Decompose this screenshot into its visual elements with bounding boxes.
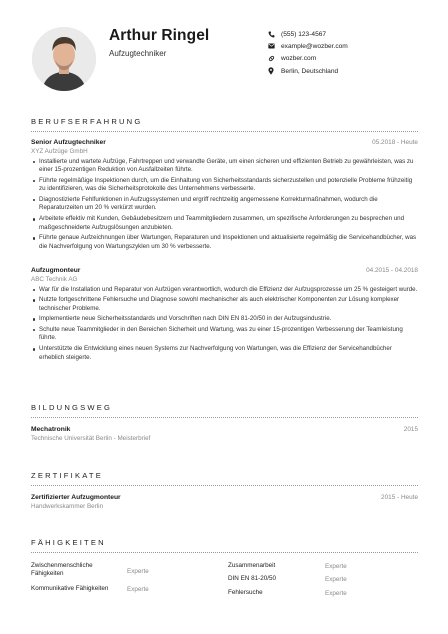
education-heading: BILDUNGSWEG [31, 403, 113, 412]
bullet-item: Nutzte fortgeschrittene Fehlersuche und Diagnose sowohl mechanischer als auch elektrischer Komponenten zur Lösung komplexer technischer Probleme. [31, 296, 418, 313]
job-date-2: 04.2015 - 04.2018 [366, 267, 418, 274]
candidate-name: Arthur Ringel [109, 27, 210, 44]
skill-name: Kommunikative Fähigkeiten [31, 585, 109, 592]
job-bullets-1 [31, 158, 418, 252]
bullet-item: Führte genaue Aufzeichnungen über Wartungen, Reparaturen und Inspektionen und aktualisierte regelmäßig die Servicehandbücher, was die Nachverfolgung von Wartungszyklen um 30 % verbesserte. [31, 234, 418, 251]
section-divider [31, 417, 418, 418]
experience-entry-1 [31, 139, 418, 253]
phone-icon [268, 31, 281, 38]
experience-entry-2 [31, 267, 418, 364]
skill-name: Zusammenarbeit [228, 562, 276, 569]
certificate-name: Zertifizierter Aufzugmonteur [31, 494, 121, 501]
skill-name: DIN EN 81-20/50 [228, 575, 276, 582]
job-title: Aufzugtechniker [109, 49, 167, 58]
avatar [32, 27, 96, 91]
education-date: 2015 [403, 426, 418, 433]
skill-level: Experte [127, 586, 149, 593]
skill-name: Fehlersuche [228, 589, 263, 596]
bullet-item: Installierte und wartete Aufzüge, Fahrtreppen und verwandte Geräte, um einen sicheren und effizienten Betrieb zu gewährleisten, was zu einer 15-prozentigen Reduktion von Ausfallzeiten führte. [31, 158, 418, 175]
education-entry [31, 426, 418, 442]
bullet-item: War für die Installation und Reparatur von Aufzügen verantwortlich, wodurch die Effizienz der Aufzugsprozesse um 25 % gesteigert wurde. [31, 286, 418, 295]
experience-heading: BERUFSERFAHRUNG [31, 117, 143, 126]
contact-email-text[interactable]: example@wozber.com [281, 42, 348, 50]
email-icon [268, 43, 281, 49]
company-2: ABC Technik AG [31, 275, 78, 283]
contact-website[interactable] [268, 53, 348, 65]
certificate-entry [31, 494, 418, 510]
bullet-item: Führte regelmäßige Inspektionen durch, um die Einhaltung von Sicherheitsstandards sicherzustellen und potenzielle Probleme frühzeitig zu identifizieren, was die Sicherheitsprotokolle des Unternehmens verbesserte. [31, 177, 418, 194]
skill-name: Zwischenmenschliche Fähigkeiten [31, 562, 93, 578]
contact-list [268, 28, 348, 77]
skill-level: Experte [325, 576, 347, 583]
profile-photo [32, 27, 96, 91]
link-icon [268, 55, 281, 62]
contact-location-text: Berlin, Deutschland [281, 67, 339, 75]
skill-level: Experte [325, 590, 347, 597]
skill-level: Experte [127, 568, 149, 575]
bullet-item: Schulte neue Teammitglieder in den Bereichen Sicherheit und Wartung, was zu einer 15-prozentigen Verbesserung der Teamleistung führte. [31, 326, 418, 343]
contact-phone-text: (555) 123-4567 [281, 30, 327, 38]
section-divider [31, 552, 418, 553]
job-title-2: Aufzugmonteur [31, 267, 81, 274]
contact-website-text[interactable]: wozber.com [281, 55, 317, 63]
bullet-item: Diagnostizierte Fehlfunktionen in Aufzugssystemen und ergriff rechtzeitig angemessene Korrekturmaßnahmen, wodurch die Reparaturzeiten um 20 % verkürzt wurden. [31, 196, 418, 213]
job-bullets-2 [31, 286, 418, 363]
certificate-issuer: Handwerkskammer Berlin [31, 502, 104, 510]
degree: Mechatronik [31, 426, 71, 433]
bullet-item: Unterstützte die Entwicklung eines neuen Systems zur Nachverfolgung von Wartungen, was die Effizienz der Servicehandbücher erheblich steigerte. [31, 345, 418, 362]
contact-location [268, 65, 348, 77]
section-divider [31, 131, 418, 132]
skill-level: Experte [325, 563, 347, 570]
school: Technische Universität Berlin - Meisterbrief [31, 434, 151, 442]
certificate-date: 2015 - Heute [381, 494, 418, 501]
bullet-item: Arbeitete effektiv mit Kunden, Gebäudebesitzern und Teammitgliedern zusammen, um spezifische Anforderungen zu besprechen und maßgeschneiderte Aufzugslösungen anzubieten. [31, 215, 418, 232]
company-1: XYZ Aufzüge GmbH [31, 147, 88, 155]
job-title-1: Senior Aufzugtechniker [31, 139, 106, 146]
certificates-heading: ZERTIFIKATE [31, 471, 104, 480]
contact-phone [268, 28, 348, 40]
location-pin-icon [268, 67, 281, 75]
skills-heading: FÄHIGKEITEN [31, 538, 106, 547]
job-date-1: 05.2018 - Heute [372, 139, 418, 146]
bullet-item: Implementierte neue Sicherheitsstandards und Vorschriften nach DIN EN 81-20/50 in der Aufzugsindustrie. [31, 315, 418, 324]
contact-email[interactable] [268, 40, 348, 52]
section-divider [31, 485, 418, 486]
